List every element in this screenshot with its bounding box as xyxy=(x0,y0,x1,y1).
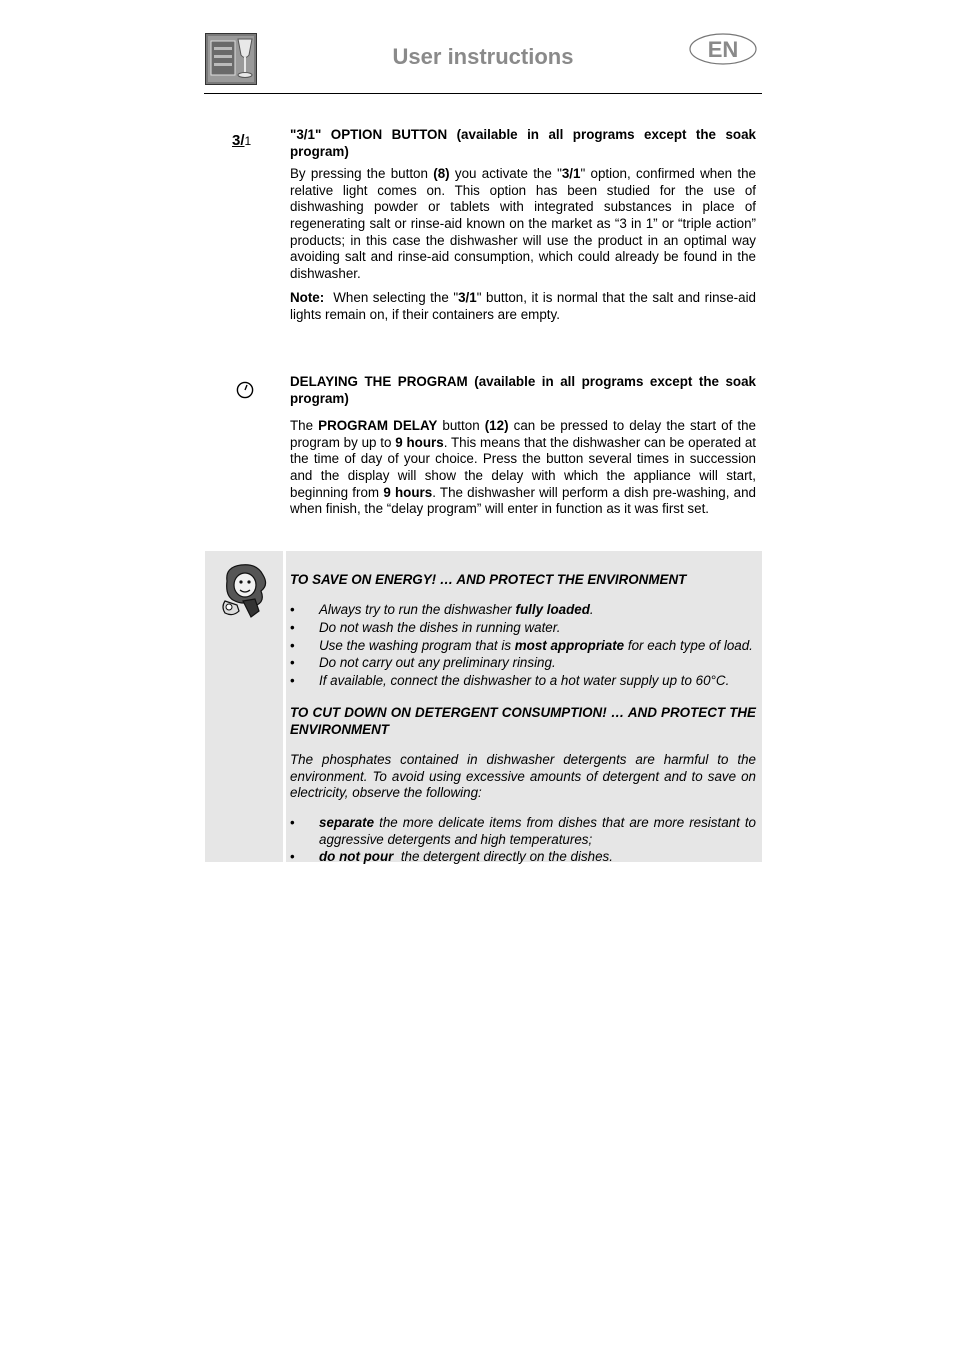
language-badge-label: EN xyxy=(707,37,739,62)
detergent-heading: TO CUT DOWN ON DETERGENT CONSUMPTION! … AND PROTECT THE ENVIRONMENT xyxy=(290,705,756,737)
dishwasher-logo-icon xyxy=(205,33,257,85)
page-title: User instructions xyxy=(392,44,574,69)
list-item: • Do not wash the dishes in running water. xyxy=(290,620,756,637)
mascot-icon xyxy=(217,561,271,619)
detergent-intro: The phosphates contained in dishwasher detergents are harmful to the environment. To avoid using excessive amounts of detergent and to save on electricity, observe the following: xyxy=(290,751,756,801)
option-31-heading: "3/1" OPTION BUTTON (available in all programs except the soak program) xyxy=(290,127,756,159)
language-badge xyxy=(689,33,757,65)
list-item: • separate the more delicate items from dishes that are more resistant to aggressive detergents and high temperatures; xyxy=(290,815,756,848)
list-item: • Use the washing program that is most appropriate for each type of load. xyxy=(290,638,756,655)
delay-section xyxy=(290,374,756,518)
energy-list xyxy=(290,602,756,689)
list-item: • If available, connect the dishwasher to a hot water supply up to 60°C. xyxy=(290,673,756,690)
tips-content xyxy=(290,559,756,866)
list-item: • Always try to run the dishwasher fully loaded. xyxy=(290,602,756,619)
header-divider xyxy=(204,93,762,94)
list-item: • do not pour the detergent directly on the dishes. xyxy=(290,849,756,866)
energy-heading: TO SAVE ON ENERGY! … AND PROTECT THE ENVIRONMENT xyxy=(290,572,687,588)
option-31-icon: 3/1 xyxy=(232,132,252,149)
option-31-section xyxy=(290,127,756,324)
detergent-list xyxy=(290,815,756,866)
clock-icon xyxy=(236,381,254,399)
option-31-note: Note: When selecting the "3/1" button, it is normal that the salt and rinse-aid lights remain on, if their containers are empty. xyxy=(290,290,756,322)
option-31-paragraph: By pressing the button (8) you activate the "3/1" option, confirmed when the relative light comes on. This option has been studied for the use of dishwashing powder or tablets with integrated substances in place of regenerating salt or rinse-aid known on the market as “3 in 1” or “triple action” products; in this case the dishwasher will use the product in an optimal way avoiding salt and rinse-aid consumption, which could already be found in the dishwasher. xyxy=(290,166,756,281)
delay-paragraph: The PROGRAM DELAY button (12) can be pressed to delay the start of the program by up to 9 hours. This means that the dishwasher can be operated at the time of day of your choice. Press the button several times in succession and the display will show the delay with which the appliance will start, beginning from 9 hours. The dishwasher will perform a dish pre-washing, and when finish, the “delay program” will enter in function as it was first set. xyxy=(290,418,756,517)
list-item: • Do not carry out any preliminary rinsing. xyxy=(290,655,756,672)
delay-heading: DELAYING THE PROGRAM (available in all programs except the soak program) xyxy=(290,374,756,406)
